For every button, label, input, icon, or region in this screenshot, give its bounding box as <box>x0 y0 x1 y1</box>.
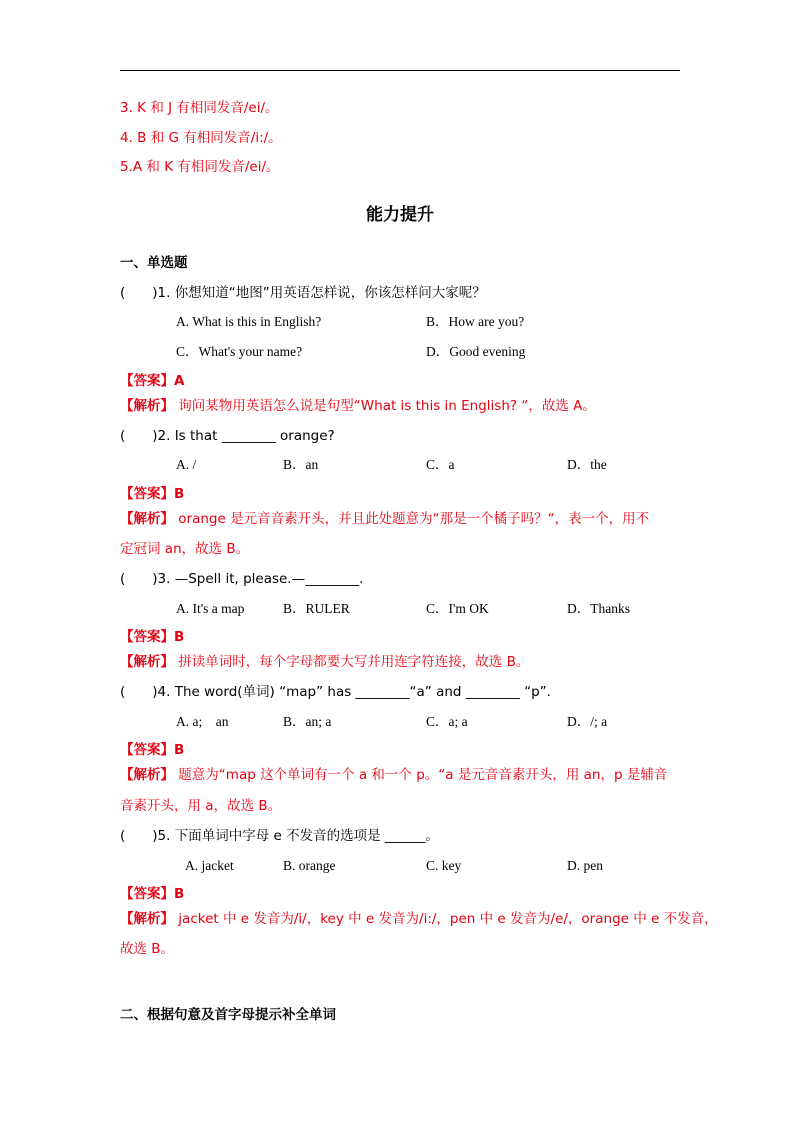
header-rule <box>120 70 680 71</box>
analysis-text: jacket 中 e 发音为/i/，key 中 e 发音为/i:/，pen 中 e 发音为/e/，orange 中 e 不发音， <box>178 911 718 927</box>
answer-label: 【答案】 <box>120 742 174 758</box>
q2-option-b: B．an <box>283 457 319 472</box>
q2-analysis <box>120 510 649 528</box>
analysis-label: 【解析】 <box>120 511 174 527</box>
analysis-text: 题意为“map 这个单词有一个 a 和一个 p。“a 是元音音素开头，用 an，p 是辅音 <box>178 767 668 783</box>
q4-answer <box>120 741 184 759</box>
question-1-stem: ( )1. 你想知道“地图”用英语怎样说，你该怎样问大家呢？ <box>120 285 486 301</box>
question-4-stem: ( )4. The word(单词) “map” has ________“a” and ________ “p”. <box>120 684 551 700</box>
answer-value: B <box>174 886 185 902</box>
q1-option-d: D．Good evening <box>426 344 526 359</box>
answer-value: A <box>174 373 185 389</box>
q3-option-d: D．Thanks <box>567 601 630 616</box>
q2-option-d: D．the <box>567 457 607 472</box>
section-heading-2: 二、根据句意及首字母提示补全单词 <box>120 1007 336 1023</box>
analysis-text: orange 是元音音素开头，并且此处题意为“那是一个橘子吗？“，表一个，用不 <box>178 511 650 527</box>
q5-option-a: A. jacket <box>185 858 234 873</box>
q4-option-a: A. a; an <box>176 714 229 729</box>
q3-analysis <box>120 653 529 671</box>
q5-option-b: B. orange <box>283 858 336 873</box>
analysis-text: 询问某物用英语怎么说是句型“What is this in English? “，故选 A。 <box>178 398 596 414</box>
q4-option-b: B．an; a <box>283 714 332 729</box>
note-4: 4. B 和 G 有相同发音/i:/。 <box>120 130 282 146</box>
analysis-label: 【解析】 <box>120 767 174 783</box>
analysis-label: 【解析】 <box>120 911 174 927</box>
q1-answer <box>120 372 184 390</box>
q4-option-d: D．/; a <box>567 714 608 729</box>
q4-option-c: C．a; a <box>426 714 468 729</box>
answer-value: B <box>174 486 185 502</box>
q3-option-b: B．RULER <box>283 601 350 616</box>
q5-analysis <box>120 910 718 928</box>
q3-option-c: C．I'm OK <box>426 601 489 616</box>
analysis-text: 拼读单词时，每个字母都要大写并用连字符连接，故选 B。 <box>178 654 530 670</box>
q5-answer <box>120 885 184 903</box>
answer-label: 【答案】 <box>120 629 174 645</box>
q4-analysis-cont: 音素开头，用 a，故选 B。 <box>120 798 282 814</box>
q5-option-c: C. key <box>426 858 462 873</box>
analysis-label: 【解析】 <box>120 654 174 670</box>
analysis-label: 【解析】 <box>120 398 174 414</box>
answer-label: 【答案】 <box>120 373 174 389</box>
answer-label: 【答案】 <box>120 486 174 502</box>
section-heading-1: 一、单选题 <box>120 255 188 271</box>
q2-option-c: C．a <box>426 457 455 472</box>
q3-answer <box>120 628 184 646</box>
q1-option-c: C．What's your name? <box>176 344 303 359</box>
note-3: 3. K 和 J 有相同发音/ei/。 <box>120 100 279 116</box>
q5-option-d: D. pen <box>567 858 603 873</box>
q5-analysis-cont: 故选 B。 <box>120 941 175 957</box>
answer-value: B <box>174 742 185 758</box>
question-5-stem: ( )5. 下面单词中字母 e 不发音的选项是 ______。 <box>120 828 439 844</box>
q4-analysis <box>120 766 667 784</box>
q2-option-a: A. / <box>176 457 197 472</box>
q1-option-b: B．How are you? <box>426 314 525 329</box>
answer-label: 【答案】 <box>120 886 174 902</box>
note-5: 5.A 和 K 有相同发音/ei/。 <box>120 159 280 175</box>
q3-option-a: A. It's a map <box>176 601 245 616</box>
q2-answer <box>120 485 184 503</box>
page-title: 能力提升 <box>366 205 434 225</box>
q2-analysis-cont: 定冠词 an，故选 B。 <box>120 541 250 557</box>
answer-value: B <box>174 629 185 645</box>
q1-analysis <box>120 397 596 415</box>
q1-option-a: A. What is this in English? <box>176 314 322 329</box>
question-2-stem: ( )2. Is that ________ orange? <box>120 428 335 444</box>
question-3-stem: ( )3. —Spell it, please.—________. <box>120 571 364 587</box>
